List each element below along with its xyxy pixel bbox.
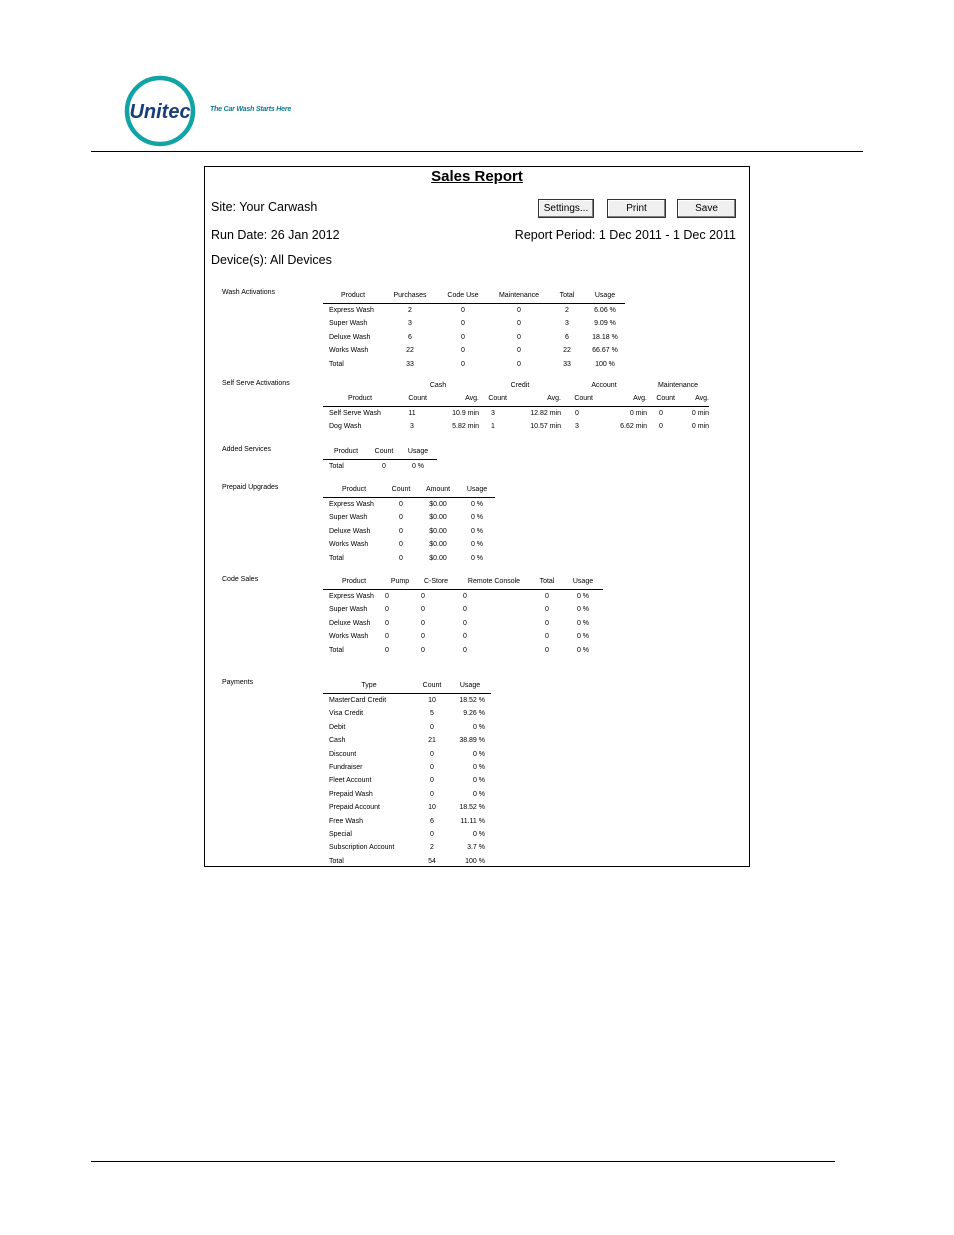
cell: Prepaid Wash <box>329 790 373 798</box>
cell: 0 <box>385 619 389 627</box>
table-row <box>323 761 491 774</box>
report-title: Sales Report <box>431 168 523 185</box>
col-header: Count <box>415 679 449 694</box>
cell: Subscription Account <box>329 844 395 852</box>
cell: 0 min <box>629 409 647 417</box>
cell: 0 <box>517 360 521 368</box>
footer-divider <box>91 1161 835 1162</box>
table-row <box>323 801 491 814</box>
cell: Express Wash <box>329 501 374 508</box>
cell: 66.67 % <box>592 347 618 355</box>
cell: 0 <box>430 777 434 785</box>
cell: 11.11 % <box>460 817 485 825</box>
cell: 0 <box>385 646 389 654</box>
cell: 0 <box>385 606 389 614</box>
cell: 2 <box>408 307 412 314</box>
devices: Device(s): All Devices <box>211 253 332 267</box>
cell: 0 <box>545 646 549 654</box>
cell: 2 <box>430 844 434 852</box>
col-header: Total <box>531 575 563 590</box>
cell: 1 <box>491 423 495 431</box>
cell: 0 <box>461 333 465 341</box>
col-header: Avg. <box>465 395 479 403</box>
cell: 100 % <box>465 857 485 865</box>
header-divider <box>91 151 863 152</box>
cell: 12.82 min <box>530 409 561 417</box>
cell: 0 <box>421 633 425 641</box>
cell: 0 <box>430 764 434 772</box>
cell: 6.62 min <box>620 423 647 431</box>
cell: 10 <box>428 697 436 704</box>
col-header: Pump <box>385 575 415 590</box>
col-header: Usage <box>449 679 491 694</box>
table-row <box>323 552 495 565</box>
cell: 18.52 % <box>459 804 485 812</box>
cell: 0 <box>463 606 467 614</box>
table-row <box>323 788 491 801</box>
cell: 0 % <box>576 646 590 654</box>
cell: Works Wash <box>329 347 369 355</box>
col-header: Usage <box>563 575 603 590</box>
col-header: Product <box>323 575 385 590</box>
cell: Super Wash <box>329 606 368 614</box>
cell: 2 <box>565 307 569 314</box>
cell: 10.9 min <box>452 409 479 417</box>
col-header: Product <box>323 445 369 460</box>
cell: 0 <box>430 723 434 731</box>
cell: Debit <box>329 723 346 731</box>
cell: $0.00 <box>429 554 447 562</box>
cell: Discount <box>329 750 357 758</box>
col-header: Total <box>549 289 585 304</box>
cell: Super Wash <box>329 514 368 522</box>
table-row <box>323 694 491 708</box>
table-row <box>323 538 495 551</box>
cell: 21 <box>428 737 436 745</box>
col-header: Count <box>369 445 399 460</box>
cell: Cash <box>329 737 346 745</box>
group-header: Account <box>591 382 617 389</box>
cell: Dog Wash <box>329 423 362 431</box>
cell: 3 <box>565 320 569 328</box>
col-header: Usage <box>459 483 495 498</box>
table-row <box>323 344 625 357</box>
col-header-row <box>323 392 709 406</box>
cell: 0 <box>461 320 465 328</box>
cell: Total <box>329 463 344 470</box>
cell: 0 <box>659 423 663 431</box>
added-services-label: Added Services <box>222 446 272 453</box>
cell: Total <box>329 554 344 562</box>
cell: Super Wash <box>329 320 368 328</box>
table-row <box>323 828 491 841</box>
cell: 6 <box>430 817 434 825</box>
cell: MasterCard Credit <box>329 697 387 704</box>
table-row <box>323 317 625 330</box>
payments-table <box>323 679 491 868</box>
cell: Fleet Account <box>329 777 372 785</box>
cell: 0 <box>461 360 465 368</box>
cell: 33 <box>563 360 571 368</box>
cell: 11 <box>408 409 416 417</box>
cell: 0 % <box>472 750 485 758</box>
cell: 0 <box>545 619 549 627</box>
code-sales-table <box>323 575 603 657</box>
brand-tagline: The Car Wash Starts Here <box>210 106 292 113</box>
group-header: Maintenance <box>657 382 699 389</box>
cell: 3 <box>491 409 495 417</box>
cell: 0 <box>421 593 425 600</box>
cell: 10 <box>428 804 436 812</box>
table-row <box>323 406 709 420</box>
save-button[interactable]: Save <box>677 199 736 218</box>
cell: 0 <box>385 593 389 600</box>
cell: 18.52 % <box>459 697 485 704</box>
cell: 0 <box>421 606 425 614</box>
group-header: Credit <box>510 382 530 389</box>
wash-activations-table <box>323 289 625 371</box>
cell: Deluxe Wash <box>329 527 371 535</box>
cell: Self Serve Wash <box>329 409 381 417</box>
cell: 0 <box>545 606 549 614</box>
cell: 0 min <box>691 409 709 417</box>
cell: 0 % <box>470 514 484 522</box>
col-header: Product <box>323 289 383 304</box>
cell: 54 <box>428 857 436 865</box>
col-header: Avg. <box>633 395 647 403</box>
col-header: Count <box>408 395 427 403</box>
cell: 0 <box>399 527 403 535</box>
cell: 0 min <box>691 423 709 431</box>
col-header: Code Use <box>437 289 489 304</box>
added-services-table <box>323 445 437 473</box>
cell: 33 <box>406 360 414 368</box>
table-row <box>323 498 495 512</box>
cell: 3 <box>575 423 579 431</box>
cell: $0.00 <box>429 541 447 549</box>
cell: Deluxe Wash <box>329 619 371 627</box>
prepaid-upgrades-label: Prepaid Upgrades <box>222 484 279 491</box>
sales-report-panel <box>204 166 750 867</box>
cell: 9.09 % <box>594 320 616 328</box>
group-header-row <box>323 379 709 392</box>
cell: Total <box>329 646 344 654</box>
print-button[interactable]: Print <box>607 199 666 218</box>
table-row <box>323 774 491 787</box>
cell: 5.82 min <box>452 423 479 431</box>
cell: 0 % <box>576 606 590 614</box>
table-row <box>323 511 495 524</box>
col-header: Amount <box>417 483 459 498</box>
cell: 0 <box>421 619 425 627</box>
payments-label: Payments <box>222 679 254 686</box>
table-row <box>323 525 495 538</box>
col-header: Count <box>574 395 593 403</box>
cell: 38.89 % <box>459 737 485 745</box>
col-header: C-Store <box>415 575 457 590</box>
cell: 0 <box>463 619 467 627</box>
table-row <box>323 603 603 616</box>
col-header: Count <box>385 483 417 498</box>
cell: Prepaid Account <box>329 804 380 812</box>
cell: 0 % <box>411 463 425 470</box>
prepaid-upgrades-table <box>323 483 495 565</box>
cell: 0 <box>517 333 521 341</box>
cell: 0 <box>430 750 434 758</box>
wash-activations-label: Wash Activations <box>222 289 276 296</box>
cell: 0 % <box>472 764 485 772</box>
col-header: Remote Console <box>457 575 531 590</box>
cell: 0 <box>463 646 467 654</box>
table-row <box>323 855 491 868</box>
col-header: Avg. <box>547 395 561 403</box>
table-row <box>323 734 491 747</box>
cell: 6 <box>565 333 569 341</box>
cell: 0 % <box>470 501 484 508</box>
cell: Special <box>329 831 352 839</box>
cell: $0.00 <box>429 501 447 508</box>
table-row <box>323 721 491 734</box>
cell: 0 % <box>470 554 484 562</box>
run-date: Run Date: 26 Jan 2012 <box>211 228 340 242</box>
cell: 0 % <box>472 831 485 839</box>
cell: 0 <box>545 633 549 641</box>
cell: 0 <box>430 790 434 798</box>
cell: 0 % <box>470 541 484 549</box>
cell: 0 % <box>576 619 590 627</box>
cell: 9.26 % <box>463 710 485 718</box>
cell: 0 % <box>472 790 485 798</box>
cell: 3.7 % <box>467 844 485 852</box>
cell: 0 <box>517 320 521 328</box>
table-row <box>323 331 625 344</box>
cell: 0 <box>461 307 465 314</box>
cell: Total <box>329 360 344 368</box>
table-row <box>323 590 603 604</box>
cell: Free Wash <box>329 817 363 825</box>
cell: 18.18 % <box>592 333 618 341</box>
table-row <box>323 460 437 474</box>
cell: 0 <box>399 514 403 522</box>
cell: 0 % <box>472 723 485 731</box>
cell: 0 <box>399 541 403 549</box>
table-row <box>323 617 603 630</box>
cell: 0 <box>545 593 549 600</box>
cell: 0 <box>430 831 434 839</box>
cell: 0 <box>463 593 467 600</box>
cell: 0 <box>421 646 425 654</box>
table-row <box>323 841 491 854</box>
col-header: Type <box>323 679 415 694</box>
cell: 100 % <box>595 360 615 368</box>
unitec-logo <box>118 74 204 148</box>
table-row <box>323 815 491 828</box>
col-header: Usage <box>585 289 625 304</box>
self-serve-activations-table <box>323 379 709 434</box>
col-header: Product <box>347 395 373 403</box>
self-serve-activations-label: Self Serve Activations <box>222 380 290 387</box>
cell: 10.57 min <box>530 423 561 431</box>
cell: Express Wash <box>329 307 374 314</box>
table-row <box>323 304 625 318</box>
col-header: Product <box>323 483 385 498</box>
table-row <box>323 748 491 761</box>
cell: Visa Credit <box>329 710 364 718</box>
cell: 6.06 % <box>594 307 616 314</box>
cell: 0 <box>382 463 386 470</box>
cell: 0 % <box>472 777 485 785</box>
col-header: Avg. <box>695 395 709 403</box>
site-name: Site: Your Carwash <box>211 200 318 214</box>
cell: Works Wash <box>329 541 369 549</box>
cell: 5 <box>430 710 434 718</box>
cell: Total <box>329 857 344 865</box>
col-header: Usage <box>399 445 437 460</box>
cell: 0 <box>517 347 521 355</box>
cell: 0 % <box>576 633 590 641</box>
col-header: Purchases <box>383 289 437 304</box>
cell: 0 <box>461 347 465 355</box>
settings-button[interactable]: Settings... <box>538 199 594 218</box>
cell: 6 <box>408 333 412 341</box>
cell: 0 <box>659 409 663 417</box>
cell: Deluxe Wash <box>329 333 371 341</box>
cell: 3 <box>408 320 412 328</box>
cell: $0.00 <box>429 514 447 522</box>
cell: 0 <box>463 633 467 641</box>
report-period: Report Period: 1 Dec 2011 - 1 Dec 2011 <box>514 228 736 242</box>
cell: 0 <box>399 501 403 508</box>
table-row <box>323 630 603 643</box>
cell: Fundraiser <box>329 764 363 772</box>
cell: 0 % <box>470 527 484 535</box>
col-header: Count <box>656 395 675 403</box>
table-row <box>323 420 709 433</box>
cell: 0 <box>385 633 389 641</box>
col-header: Maintenance <box>489 289 549 304</box>
cell: 22 <box>563 347 571 355</box>
cell: Express Wash <box>329 593 374 600</box>
col-header: Count <box>488 395 507 403</box>
cell: 0 % <box>576 593 590 600</box>
cell: Works Wash <box>329 633 369 641</box>
table-row <box>323 358 625 371</box>
cell: $0.00 <box>429 527 447 535</box>
table-row <box>323 707 491 720</box>
cell: 0 <box>575 409 579 417</box>
cell: 0 <box>517 307 521 314</box>
cell: 0 <box>399 554 403 562</box>
code-sales-label: Code Sales <box>222 576 259 583</box>
group-header: Cash <box>429 382 447 389</box>
logo-text: Unitec <box>129 101 191 123</box>
cell: 3 <box>410 423 414 431</box>
cell: 22 <box>406 347 414 355</box>
table-row <box>323 644 603 657</box>
